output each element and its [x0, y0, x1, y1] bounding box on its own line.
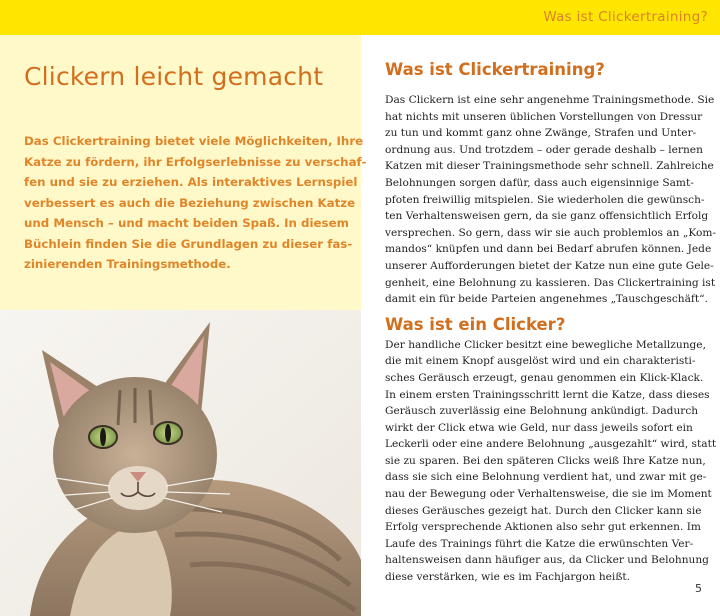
text-line: pfoten freiwillig mitspielen. Sie wiederholen die gewünsch-	[385, 193, 705, 206]
intro-line: Büchlein finden Sie die Grundlagen zu dieser fas-	[24, 236, 353, 251]
text-line: diese verstärken, wie es im Fachjargon heißt.	[385, 571, 631, 584]
intro-line: Katze zu fördern, ihr Erfolgserlebnisse zu verschaf-	[24, 154, 367, 169]
text-line: haltensweisen dann häufiger aus, da Clicker und Belohnung	[385, 554, 709, 567]
section-heading-clickertraining: Was ist Clickertraining?	[385, 60, 605, 79]
intro-line: Das Clickertraining bietet viele Möglichkeiten, Ihre	[24, 134, 364, 148]
text-line: In einem ersten Trainingsschritt lernt die Katze, dass dieses	[385, 388, 710, 401]
text-line: damit ein für beide Parteien angenehmes „Tauschgeschäft“.	[385, 293, 708, 306]
text-line: Erfolg versprechende Aktionen also sehr gut erkennen. Im	[385, 521, 701, 534]
text-line: ten Verhaltensweisen gern, da sie ganz offensichtlich Erfolg	[385, 210, 709, 223]
text-line: Leckerli oder eine andere Belohnung „ausgezahlt“ wird, statt	[385, 438, 717, 451]
page-number: 5	[695, 582, 702, 595]
text-line: sie zu sparen. Bei den späteren Clicks weiß Ihre Katze nun,	[385, 454, 706, 467]
section-text-clickertraining	[385, 92, 716, 308]
intro-line: zinierenden Trainingsmethode.	[24, 257, 231, 271]
text-line: mandos“ knüpfen und dann bei Bedarf abrufen können. Jede	[385, 243, 712, 256]
text-line: genheit, eine Belohnung zu kassieren. Das Clickertraining ist	[385, 276, 716, 289]
text-line: zu tun und kommt ganz ohne Zwänge, Strafen und Unter-	[385, 127, 697, 140]
cat-photo	[0, 310, 361, 616]
header-bar	[0, 0, 720, 35]
cat-illustration	[0, 310, 361, 616]
text-line: die mit einem Knopf ausgelöst wird und ein charakteristi-	[385, 355, 696, 368]
header-title: Was ist Clickertraining?	[543, 9, 708, 25]
intro-line: fen und sie zu erziehen. Als interaktives Lernspiel	[24, 175, 358, 189]
text-line: Laufe des Trainings führt die Katze die erwünschten Ver-	[385, 537, 694, 550]
section-heading-clicker: Was ist ein Clicker?	[385, 314, 566, 334]
page-title: Clickern leicht gemacht	[24, 62, 324, 91]
text-line: Das Clickern ist eine sehr angenehme Trainingsmethode. Sie	[385, 94, 715, 106]
text-line: nau der Bewegung oder Verhaltensweise, die sie im Moment	[385, 488, 712, 501]
text-line: sches Geräusch erzeugt, genau genommen ein Klick-Klack.	[385, 371, 704, 384]
text-line: versprechen. So gern, dass wir sie auch problemlos an „Kom-	[385, 226, 716, 239]
intro-text	[24, 131, 367, 275]
text-line: unserer Aufforderungen bietet der Katze nun eine gute Gele-	[385, 259, 714, 272]
text-line: ordnung aus. Und trotzdem – oder gerade deshalb – lernen	[385, 143, 703, 156]
intro-line: verbessert es auch die Beziehung zwischen Katze	[24, 195, 356, 210]
text-line: wirkt der Click etwa wie Geld, nur dass jeweils sofort ein	[385, 421, 693, 434]
section-text-clicker	[385, 337, 717, 586]
intro-line: und Mensch – und macht beiden Spaß. In diesem	[24, 216, 349, 230]
text-line: Der handliche Clicker besitzt eine bewegliche Metallzunge,	[385, 338, 706, 351]
article-column	[385, 60, 717, 586]
text-line: Belohnungen sorgen dafür, dass auch eigensinnige Samt-	[385, 176, 694, 189]
text-line: Katzen mit dieser Trainingsmethode sehr schnell. Zahlreiche	[385, 160, 714, 173]
text-line: Geräusch zuverlässig eine Belohnung ankündigt. Dadurch	[385, 405, 699, 418]
text-line: dieses Geräusches gezeigt hat. Durch den Clicker kann sie	[385, 504, 702, 517]
text-line: hat nichts mit unseren üblichen Vorstellungen von Dressur	[385, 110, 703, 123]
text-line: dass sie sich eine Belohnung verdient hat, und zwar mit ge-	[385, 471, 707, 484]
